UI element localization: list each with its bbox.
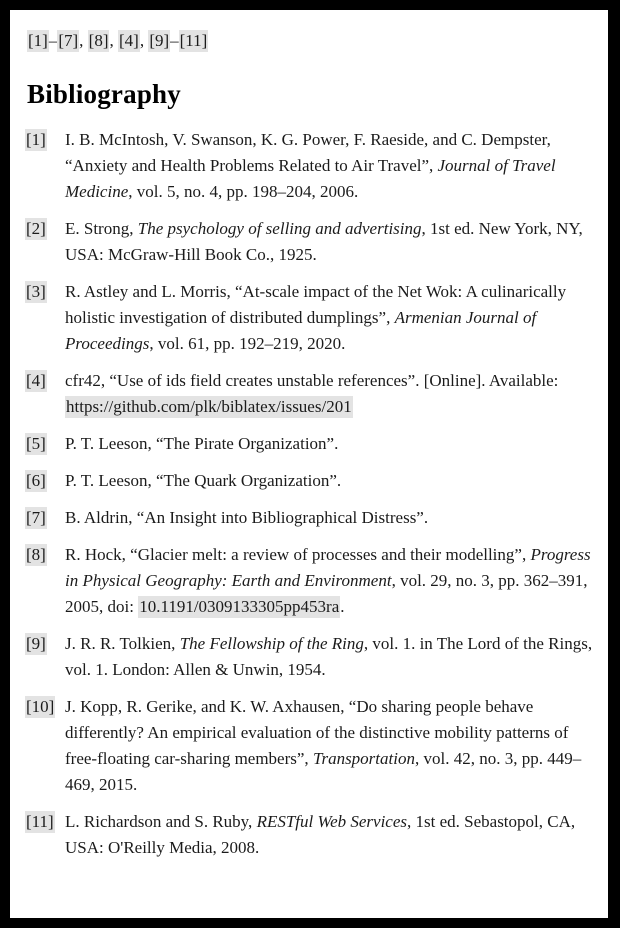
bibliography-entry <box>25 216 594 268</box>
citation-separator: – <box>48 31 58 50</box>
entry-text-segment: , 1st ed. Sebastopol, CA, USA: O'Reilly Media, 2008. <box>65 812 576 857</box>
entry-text-segment: , vol. 61, pp. 192–219, 2020. <box>149 334 346 353</box>
entry-title-italic: The psychology of selling and advertising <box>137 219 422 238</box>
citation-separator: , <box>139 31 149 50</box>
entry-text-segment: . <box>340 597 345 616</box>
entry-label: [5] <box>26 434 46 453</box>
bibliography-entry <box>25 542 594 620</box>
entry-label: [2] <box>26 219 46 238</box>
entry-text <box>65 431 594 457</box>
entry-text-segment: I. B. McIntosh, V. Swanson, K. G. Power, F. Raeside, and C. Dempster, “Anxiety and Health Problems Related to Air Travel”, <box>65 130 551 175</box>
entry-url-link[interactable]: https://github.com/plk/biblatex/issues/201 <box>66 397 352 416</box>
entry-text-segment: J. R. R. Tolkien, <box>65 634 180 653</box>
entry-label-column <box>25 431 65 457</box>
bibliography-entry <box>25 694 594 798</box>
citation-separator: , <box>109 31 118 50</box>
bibliography-entry <box>25 279 594 357</box>
entry-text <box>65 694 594 798</box>
entry-label: [1] <box>26 130 46 149</box>
citation-separator: , <box>79 31 88 50</box>
citation-ref-link[interactable]: [7] <box>58 31 79 50</box>
entry-title-italic: Journal of Travel Medicine <box>65 156 556 201</box>
entry-text-segment: B. Aldrin, “An Insight into Bibliographical Distress”. <box>65 508 429 527</box>
bibliography-entry <box>25 505 594 531</box>
citation-ref-link[interactable]: [11] <box>179 31 208 50</box>
entry-text-segment: E. Strong, <box>65 219 138 238</box>
entry-label: [11] <box>26 812 54 831</box>
bibliography-entry <box>25 809 594 861</box>
entry-text-segment: cfr42, “Use of ids field creates unstable references”. [Online]. Available: <box>65 371 559 390</box>
citation-ref-link[interactable]: [1] <box>28 31 48 50</box>
entry-label-column <box>25 505 65 531</box>
citation-line <box>27 30 594 52</box>
entry-label: [9] <box>26 634 46 653</box>
entry-title-italic: RESTful Web Services <box>256 812 408 831</box>
bibliography-list <box>25 127 594 861</box>
entry-text <box>65 631 594 683</box>
bibliography-entry <box>25 127 594 205</box>
entry-url-link[interactable]: 10.1191/0309133305pp453ra <box>139 597 340 616</box>
entry-text-segment: R. Hock, “Glacier melt: a review of processes and their modelling”, <box>65 545 531 564</box>
entry-label-column <box>25 694 65 720</box>
entry-title-italic: The Fellowship of the Ring <box>179 634 364 653</box>
citation-ref-link[interactable]: [4] <box>118 31 139 50</box>
entry-label-column <box>25 468 65 494</box>
citation-ref-link[interactable]: [8] <box>88 31 109 50</box>
entry-text-segment: J. Kopp, R. Gerike, and K. W. Axhausen, “Do sharing people behave differently? An empirical evaluation of the distinctive mobility patterns of free-floating car-sharing members”, <box>65 697 569 768</box>
entry-label-column <box>25 127 65 153</box>
entry-label: [3] <box>26 282 46 301</box>
entry-text <box>65 809 594 861</box>
bibliography-entry <box>25 368 594 420</box>
entry-text-segment: , vol. 29, no. 3, pp. 362–391, 2005, doi: <box>65 571 588 616</box>
bibliography-heading: Bibliography <box>27 79 181 109</box>
entry-title-italic: Transportation <box>312 749 415 768</box>
entry-text-segment: L. Richardson and S. Ruby, <box>65 812 257 831</box>
bibliography-entry <box>25 631 594 683</box>
entry-text <box>65 505 594 531</box>
bibliography-entry <box>25 468 594 494</box>
bibliography-page <box>10 10 608 918</box>
citation-ref-link[interactable]: [9] <box>149 31 170 50</box>
entry-text-segment: , vol. 1. in The Lord of the Rings, vol. 1. London: Allen & Unwin, 1954. <box>65 634 593 679</box>
entry-text-segment: , vol. 42, no. 3, pp. 449–469, 2015. <box>65 749 582 794</box>
entry-label-column <box>25 216 65 242</box>
bibliography-entry <box>25 431 594 457</box>
entry-text <box>65 542 594 620</box>
entry-label: [7] <box>26 508 46 527</box>
citation-separator: – <box>170 31 179 50</box>
entry-text-segment: , vol. 5, no. 4, pp. 198–204, 2006. <box>128 182 359 201</box>
entry-label: [8] <box>26 545 46 564</box>
entry-text-segment: R. Astley and L. Morris, “At-scale impact of the Net Wok: A culinarically holistic investigation of distributed dumplings”, <box>65 282 567 327</box>
entry-text <box>65 127 594 205</box>
entry-text-segment: , 1st ed. New York, NY, USA: McGraw-Hill Book Co., 1925. <box>65 219 583 264</box>
entry-text-segment: P. T. Leeson, “The Pirate Organization”. <box>65 434 339 453</box>
entry-label-column <box>25 631 65 657</box>
entry-label-column <box>25 368 65 394</box>
entry-text <box>65 368 594 420</box>
entry-label: [6] <box>26 471 46 490</box>
entry-text <box>65 279 594 357</box>
entry-label: [4] <box>26 371 46 390</box>
entry-label-column <box>25 542 65 568</box>
entry-label: [10] <box>26 697 55 716</box>
entry-text-segment: P. T. Leeson, “The Quark Organization”. <box>65 471 342 490</box>
entry-title-italic: Progress in Physical Geography: Earth and Environment <box>65 545 591 590</box>
entry-text <box>65 468 594 494</box>
entry-label-column <box>25 279 65 305</box>
entry-label-column <box>25 809 65 835</box>
entry-text <box>65 216 594 268</box>
entry-title-italic: Armenian Journal of Proceedings <box>65 308 537 353</box>
